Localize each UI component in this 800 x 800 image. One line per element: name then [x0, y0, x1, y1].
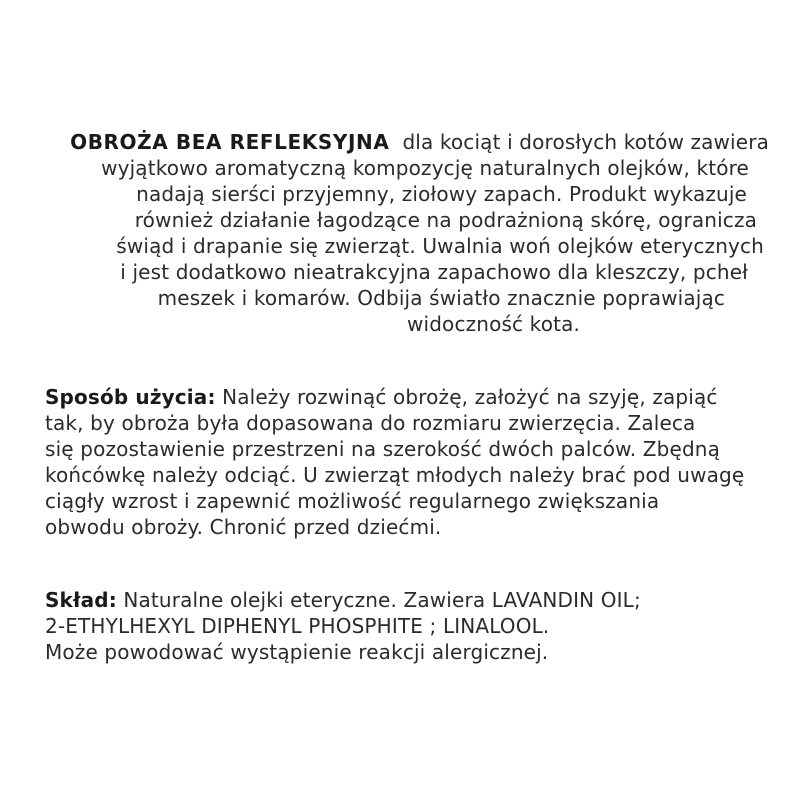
usage-heading: Sposób użycia:: [45, 385, 216, 409]
product-line-3: nadają sierści przyjemny, ziołowy zapach. Produkt wykazuje: [136, 182, 747, 206]
product-name: OBROŻA BEA REFLEKSYJNA: [70, 130, 390, 154]
composition-line-2: 2-ETHYLHEXYL DIPHENYL PHOSPHITE ; LINALOOL.: [45, 614, 550, 638]
product-line-2: wyjątkowo aromatyczną kompozycję naturalnych olejków, które: [101, 156, 749, 180]
product-line-4: również działanie łagodzące na podrażnioną skórę, ogranicza: [134, 208, 757, 232]
usage-line-3: się pozostawienie przestrzeni na szerokość dwóch palców. Zbędną: [45, 437, 721, 461]
product-line-7: meszek i komarów. Odbija światło znacznie poprawiając: [157, 286, 725, 310]
usage-line-6: obwodu obroży. Chronić przed dziećmi.: [45, 515, 442, 539]
usage-line-4: końcówkę należy odciąć. U zwierząt młodych należy brać pod uwagę: [45, 463, 745, 487]
usage-first: Należy rozwinąć obrożę, założyć na szyję, zapiąć: [222, 385, 718, 409]
product-line-1: [0, 129, 769, 155]
product-line-5: świąd i drapanie się zwierząt. Uwalnia woń olejków eterycznych: [116, 234, 764, 258]
usage-line-5: ciągły wzrost i zapewnić możliwość regularnego zwiększania: [45, 489, 660, 513]
product-line-8: widoczność kota.: [407, 312, 580, 336]
composition-line-3: Może powodować wystąpienie reakcji alergicznej.: [45, 640, 549, 664]
product-description-first: dla kociąt i dorosłych kotów zawiera: [402, 130, 769, 154]
composition-first: Naturalne olejki eteryczne. Zawiera LAVANDIN OIL;: [123, 588, 641, 612]
composition-heading: Skład:: [45, 588, 117, 612]
composition-line-1: [45, 587, 785, 613]
usage-line-1: [45, 384, 785, 410]
usage-line-2: tak, by obroża była dopasowana do rozmiaru zwierzęcia. Zaleca: [45, 411, 696, 435]
product-line-6: i jest dodatkowo nieatrakcyjna zapachowo dla kleszczy, pcheł: [120, 260, 748, 284]
